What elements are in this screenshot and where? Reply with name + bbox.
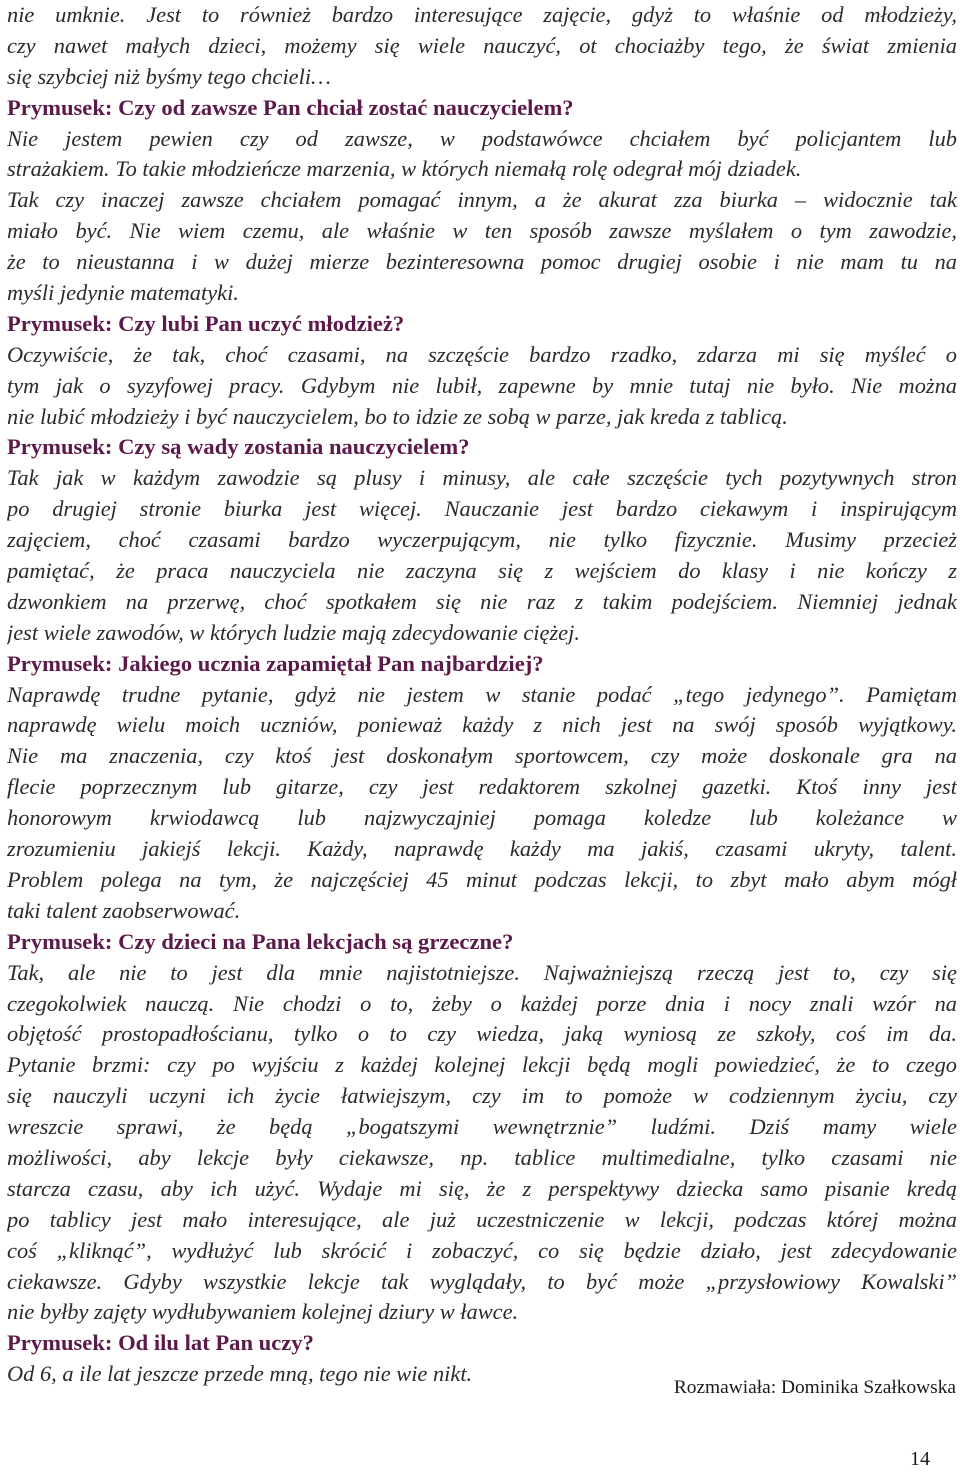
- answer-line: pamiętać, że praca nauczyciela nie zaczyna się z wejściem do klasy i nie kończy z: [7, 558, 957, 584]
- answer-line: wreszcie sprawi, że będą „bogatszymi wewnętrznie” ludźmi. Dziś mamy wiele: [7, 1114, 957, 1140]
- answer-line: zrozumieniu jakiejś lekcji. Każdy, naprawdę każdy ma jakiś, czasami ukryty, talent.: [7, 836, 957, 862]
- answer-line: czegokolwiek nauczą. Nie chodzi o to, żeby o każdej porze dnia i nocy znali wzór na: [7, 990, 957, 1016]
- answer-line: Oczywiście, że tak, choć czasami, na szczęście bardzo rzadko, zdarza mi się myśleć o: [7, 341, 957, 367]
- interview-text: [7, 0, 957, 1390]
- answer-line: starcza czasu, aby ich użyć. Wydaje mi się, że z perspektywy dziecka samo pisanie kredą: [7, 1175, 957, 1201]
- answer-line: Naprawdę trudne pytanie, gdyż nie jestem w stanie podać „tego jedynego”. Pamiętam: [7, 681, 957, 707]
- answer-line: Problem polega na tym, że najczęściej 45 minut podczas lekcji, to zbyt mało abym mógł: [7, 866, 957, 892]
- document-page: [7, 0, 957, 1390]
- answer-line: się nauczyli uczyni ich życie łatwiejszym, czy im to pomoże w codziennym życiu, czy: [7, 1083, 957, 1109]
- answer-line: nie lubić młodzieży i być nauczycielem, bo to idzie ze sobą w parze, jak kreda z tablicą.: [7, 403, 788, 429]
- answer-line: nie umknie. Jest to również bardzo interesujące zajęcie, gdyż to właśnie od młodzieży,: [7, 2, 957, 27]
- answer-line: możliwości, aby lekcje były ciekawsze, np. tablice multimedialne, tylko czasami nie: [7, 1144, 957, 1170]
- interview-question: Prymusek: Od ilu lat Pan uczy?: [7, 1330, 314, 1356]
- answer-line: dzwonkiem na przerwę, choć spotkałem się nie raz z takim podejściem. Niemniej jednak: [7, 588, 957, 614]
- answer-line: tym jak o syzyfowej pracy. Gdybym nie lubił, zapewne by mnie tutaj nie było. Nie można: [7, 372, 957, 398]
- answer-line: objętość prostopadłościanu, tylko o to czy wiedza, jaką wyniosą ze szkoły, coś im da.: [7, 1021, 957, 1047]
- answer-line: taki talent zaobserwować.: [7, 897, 241, 923]
- answer-line: Tak czy inaczej zawsze chciałem pomagać innym, a że akurat zza biurka – widocznie tak: [7, 187, 957, 213]
- answer-line: jest wiele zawodów, w których ludzie mają zdecydowanie ciężej.: [7, 619, 580, 645]
- answer-line: myśli jedynie matematyki.: [7, 280, 239, 306]
- answer-line: że to nieustanna i w dużej mierze bezinteresowna pomoc drugiej osobie i nie mam tu na: [7, 249, 957, 275]
- interview-question: Prymusek: Jakiego ucznia zapamiętał Pan najbardziej?: [7, 650, 544, 676]
- answer-line: Nie jestem pewien czy od zawsze, w podstawówce chciałem być policjantem lub: [7, 125, 957, 151]
- interview-question: Prymusek: Czy są wady zostania nauczycielem?: [7, 434, 470, 460]
- answer-line: po drugiej stronie biurka jest więcej. Nauczanie jest bardzo ciekawym i inspirującym: [7, 496, 957, 522]
- answer-line: czy nawet małych dzieci, możemy się wiele nauczyć, ot chociażby tego, że świat zmienia: [7, 32, 957, 58]
- interview-question: Prymusek: Czy od zawsze Pan chciał zostać nauczycielem?: [7, 94, 574, 120]
- page-number: 14: [910, 1448, 930, 1470]
- answer-line: nie byłby zajęty wydłubywaniem kolejnej dziury w ławce.: [7, 1299, 519, 1325]
- answer-line: ciekawsze. Gdyby wszystkie lekcje tak wyglądały, to być może „przysłowiowy Kowalski”: [7, 1268, 957, 1294]
- answer-line: po tablicy jest mało interesujące, ale już uczestniczenie w lekcji, podczas której można: [7, 1206, 957, 1232]
- answer-line: strażakiem. To takie młodzieńcze marzenia, w których niemałą rolę odegrał mój dziadek.: [7, 156, 802, 182]
- interview-question: Prymusek: Czy dzieci na Pana lekcjach są grzeczne?: [7, 928, 514, 954]
- answer-line: Tak jak w każdym zawodzie są plusy i minusy, ale całe szczęście tych pozytywnych stron: [7, 465, 957, 491]
- answer-line: miało być. Nie wiem czemu, ale właśnie w ten sposób zawsze myślałem o tym zawodzie,: [7, 218, 957, 244]
- answer-line: zajęciem, choć czasami bardzo wyczerpującym, nie tylko fizycznie. Musimy przecież: [7, 527, 957, 553]
- answer-line: naprawdę wielu moich uczniów, ponieważ każdy z nich jest na swój sposób wyjątkowy.: [7, 712, 957, 738]
- answer-line: Od 6, a ile lat jeszcze przede mną, tego nie wie nikt.: [7, 1361, 473, 1387]
- answer-line: honorowym krwiodawcą lub najzwyczajniej pomaga koledze lub koleżance w: [7, 805, 957, 831]
- answer-line: Nie ma znaczenia, czy ktoś jest doskonałym sportowcem, czy może doskonale gra na: [7, 743, 957, 769]
- answer-line: coś „kliknąć”, wydłużyć lub skrócić i zobaczyć, co się będzie działo, jest zdecydowanie: [7, 1237, 957, 1263]
- author-signature: Rozmawiała: Dominika Szałkowska: [673, 1377, 956, 1398]
- answer-line: Tak, ale nie to jest dla mnie najistotniejsze. Najważniejszą rzeczą jest to, czy się: [7, 959, 957, 985]
- interview-question: Prymusek: Czy lubi Pan uczyć młodzież?: [7, 310, 405, 336]
- answer-line: Pytanie brzmi: czy po wyjściu z każdej kolejnej lekcji będą mogli powiedzieć, że to czego: [7, 1052, 957, 1078]
- answer-line: flecie poprzecznym lub gitarze, czy jest redaktorem szkolnej gazetki. Ktoś inny jest: [7, 774, 957, 800]
- answer-line: się szybciej niż byśmy tego chcieli…: [7, 63, 331, 89]
